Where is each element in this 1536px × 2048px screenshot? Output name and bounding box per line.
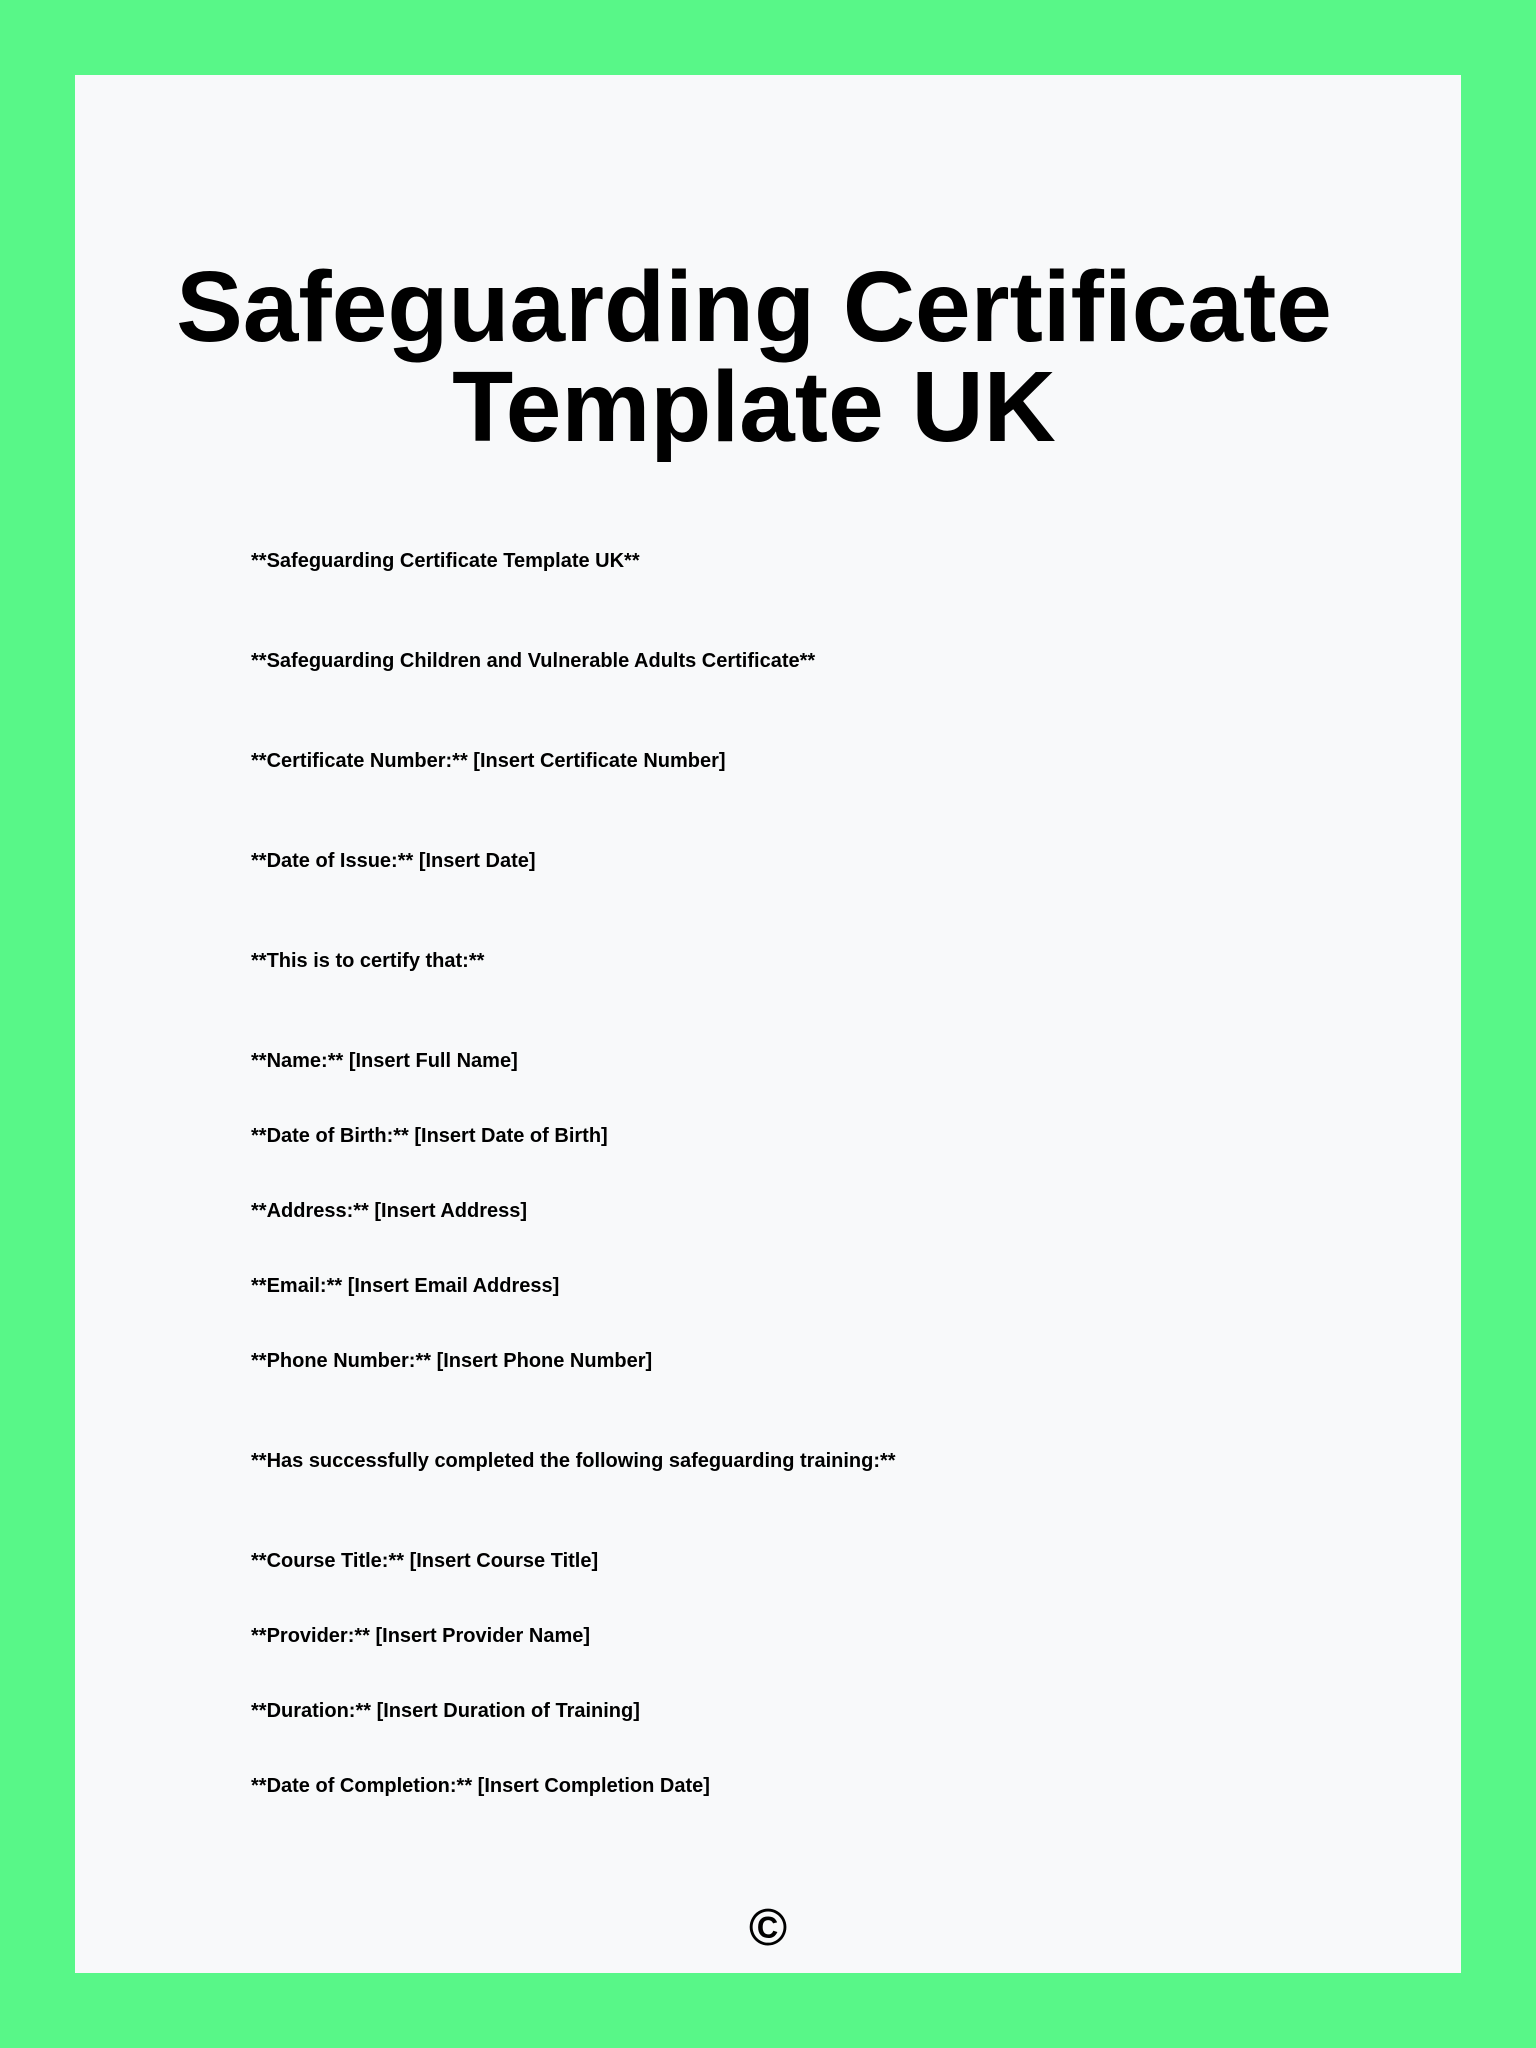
training-statement: **Has successfully completed the following safeguarding training:** [251,1450,896,1472]
title-line-2: Template UK [452,351,1056,463]
page-title [0,251,1508,463]
copyright-icon: © [748,1899,788,1957]
title-line-1: Safeguarding Certificate [176,251,1332,363]
heading-certificate-type: **Safeguarding Children and Vulnerable Adults Certificate** [251,650,816,672]
field-date-of-birth: **Date of Birth:** [Insert Date of Birth] [251,1125,608,1147]
field-date-of-issue: **Date of Issue:** [Insert Date] [251,850,536,872]
certify-statement: **This is to certify that:** [251,950,485,972]
certificate-body [251,551,1351,1796]
field-email: **Email:** [Insert Email Address] [251,1275,560,1297]
field-certificate-number: **Certificate Number:** [Insert Certificate Number] [251,750,726,772]
heading-certificate-template: **Safeguarding Certificate Template UK** [251,550,640,572]
field-address: **Address:** [Insert Address] [251,1200,528,1222]
field-duration: **Duration:** [Insert Duration of Training] [251,1700,640,1722]
field-date-of-completion: **Date of Completion:** [Insert Completion Date] [251,1775,710,1797]
field-course-title: **Course Title:** [Insert Course Title] [251,1550,599,1572]
field-provider: **Provider:** [Insert Provider Name] [251,1625,591,1647]
field-name: **Name:** [Insert Full Name] [251,1050,518,1072]
field-phone-number: **Phone Number:** [Insert Phone Number] [251,1350,653,1372]
